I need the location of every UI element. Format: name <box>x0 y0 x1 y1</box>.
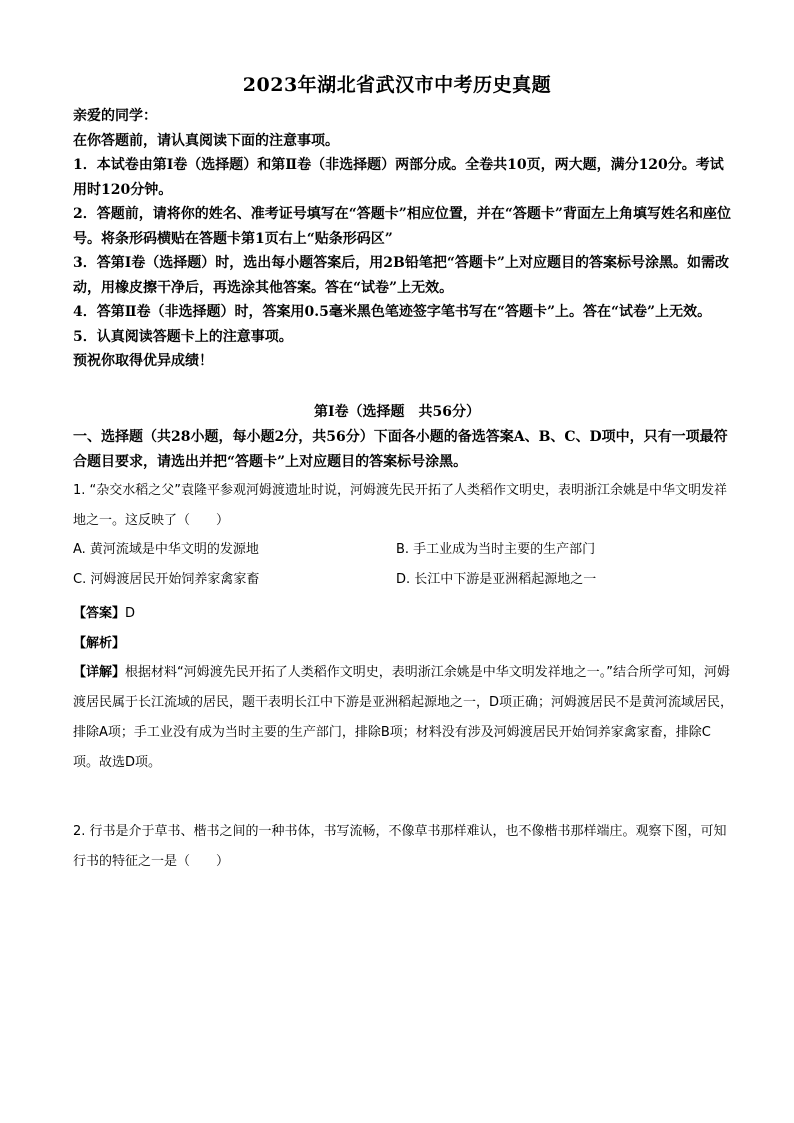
instruction-item-3: 3．答第Ⅰ卷（选择题）时，选出每小题答案后，用2B铅笔把“答题卡”上对应题目的答案标号涂黑。如需改动，用橡皮擦干净后，再选涂其他答案。答在“试卷”上无效。 <box>73 255 729 296</box>
options-row-2 <box>73 565 733 595</box>
greeting: 亲爱的同学： <box>73 108 157 124</box>
analysis-tag: 【解析】 <box>73 636 126 651</box>
question-1-options <box>73 535 733 595</box>
option-b: B. 手工业成为当时主要的生产部门 <box>396 542 596 557</box>
instruction-item-4: 4．答第Ⅱ卷（非选择题）时，答案用0.5毫米黑色笔迹签字笔书写在“答题卡”上。答在“试卷”上无效。 <box>73 304 712 320</box>
answer-tag: 【答案】 <box>73 606 126 621</box>
instructions-block <box>73 104 733 374</box>
answer-line <box>73 602 135 626</box>
question-2-stem: 2. 行书是介于草书、楷书之间的一种书体，书写流畅，不像草书那样难认，也不像楷书那样端庄。观察下图，可知行书的特征之一是（ ） <box>73 824 727 869</box>
instruction-item-2: 2．答题前，请将你的姓名、准考证号填写在“答题卡”相应位置，并在“答题卡”背面左上角填写姓名和座位号。将条形码横贴在答题卡第1页右上“贴条形码区” <box>73 206 731 247</box>
section-description: 一、选择题（共28小题，每小题2分，共56分）下面各小题的备选答案A、B、C、D项中，只有一项最符合题目要求，请选出并把“答题卡”上对应题目的答案标号涂黑。 <box>73 429 728 470</box>
question-1 <box>73 476 733 536</box>
detail-tag: 【详解】 <box>73 665 126 680</box>
detail-text: 根据材料“河姆渡先民开拓了人类稻作文明史，表明浙江余姚是中华文明发祥地之一。”结合所学可知，河姆渡居民属于长江流域的居民，题干表明长江中下游是亚洲稻起源地之一，D项正确；河姆渡居民不是黄河流域居民，排除A项；手工业没有成为当时主要的生产部门，排除B项；材料没有涉及河姆渡居民开始饲养家禽家畜，排除C项。故选D项。 <box>73 665 734 770</box>
detail-paragraph <box>73 658 733 778</box>
option-d: D. 长江中下游是亚洲稻起源地之一 <box>396 572 597 587</box>
instructions-lead: 在你答题前，请认真阅读下面的注意事项。 <box>73 132 339 149</box>
section-heading: 第Ⅰ卷（选择题 共56分） <box>313 404 481 420</box>
question-2 <box>73 817 733 877</box>
instruction-item-1: 1．本试卷由第Ⅰ卷（选择题）和第Ⅱ卷（非选择题）两部分成。全卷共10页，两大题，满分120分。考试用时120分钟。 <box>73 157 724 198</box>
analysis-line <box>73 632 125 656</box>
options-row-1 <box>73 535 733 565</box>
question-1-stem: 1. “杂交水稻之父”袁隆平参观河姆渡遗址时说，河姆渡先民开拓了人类稻作文明史，表明浙江余姚是中华文明发祥地之一。这反映了（ ） <box>73 483 728 528</box>
page-title: 2023年湖北省武汉市中考历史真题 <box>242 74 552 96</box>
instruction-item-5: 5．认真阅读答题卡上的注意事项。 <box>73 328 293 345</box>
answer-value: D <box>125 606 136 621</box>
option-c: C. 河姆渡居民开始饲养家禽家畜 <box>73 572 260 587</box>
option-a: A. 黄河流域是中华文明的发源地 <box>73 542 259 557</box>
detail-block <box>73 658 733 778</box>
closing-wish: 预祝你取得优异成绩！ <box>73 353 213 369</box>
